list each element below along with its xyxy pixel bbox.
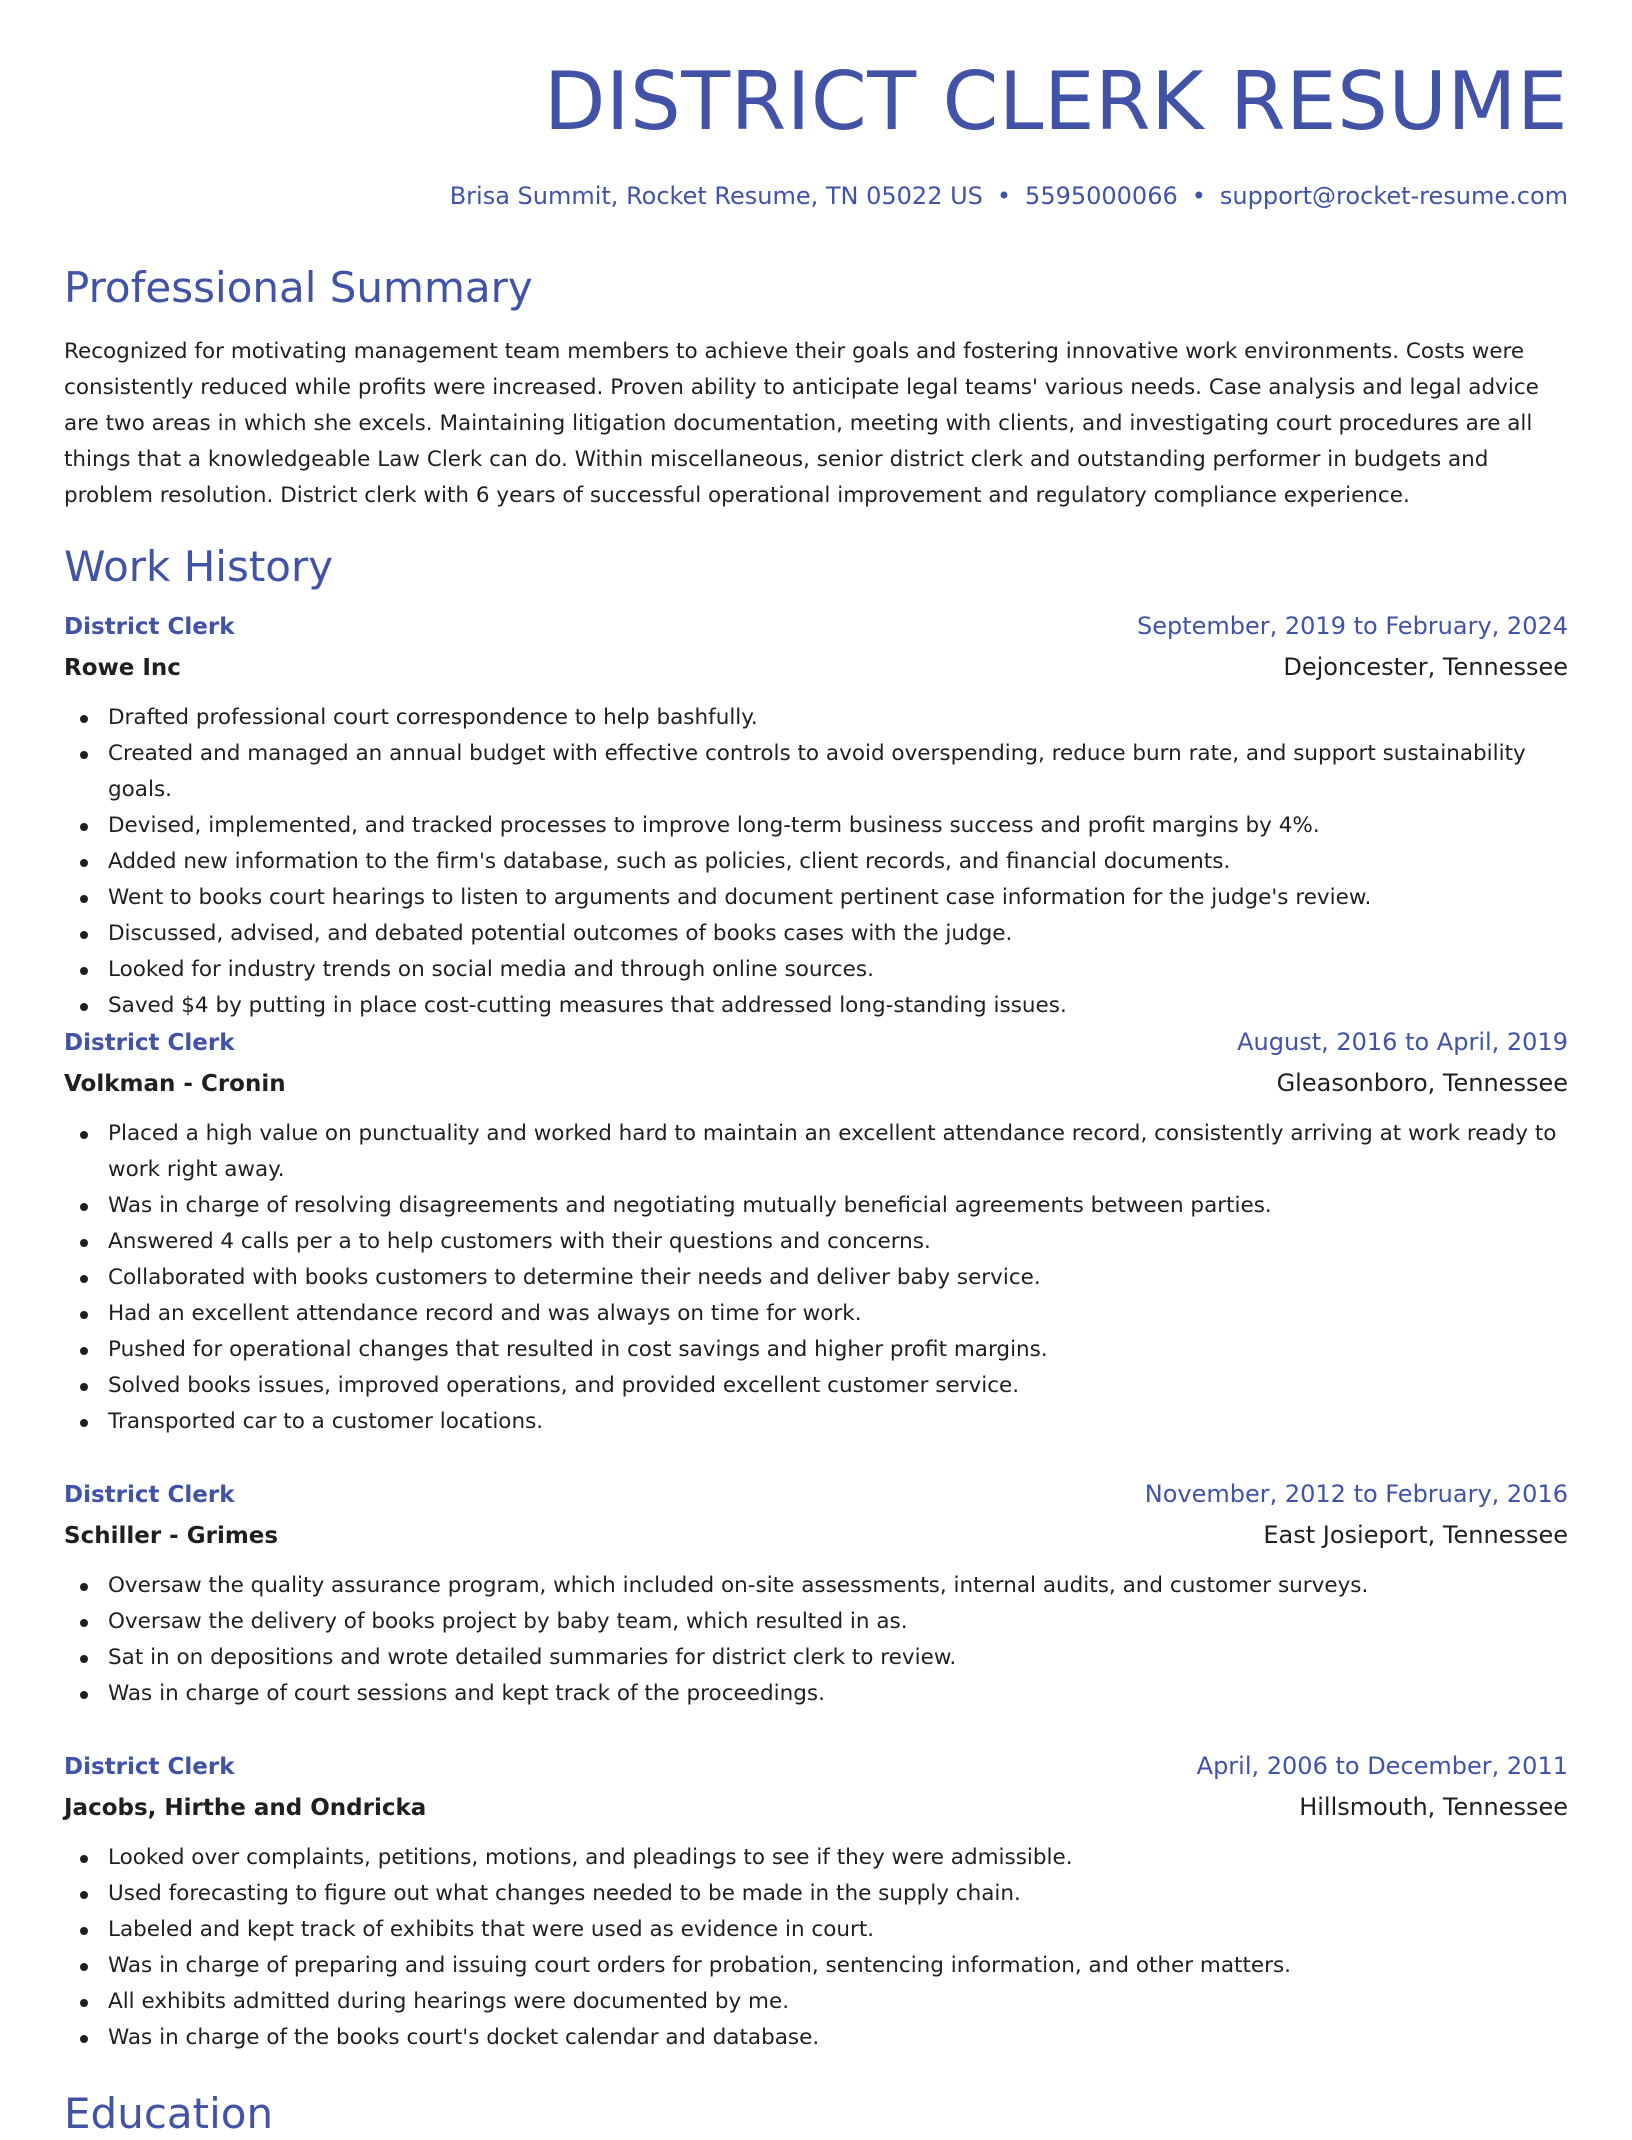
job-bullet: Oversaw the delivery of books project by baby team, which resulted in as. (64, 1604, 1568, 1640)
job-entry (64, 1022, 1568, 1440)
job-bullet: Collaborated with books customers to determine their needs and deliver baby service. (64, 1260, 1568, 1296)
job-entry (64, 1746, 1568, 2056)
job-company: Rowe Inc (64, 655, 181, 681)
contact-separator: • (996, 182, 1012, 210)
job-location: Dejoncester, Tennessee (1283, 653, 1568, 681)
job-bullet: Answered 4 calls per a to help customers with their questions and concerns. (64, 1224, 1568, 1260)
job-bullet: Drafted professional court correspondence to help bashfully. (64, 700, 1568, 736)
job-bullet: Placed a high value on punctuality and worked hard to maintain an excellent attendance record, consistently arriving at work ready to work right away. (64, 1116, 1568, 1188)
contact-phone: 5595000066 (1025, 182, 1178, 210)
job-bullet: Was in charge of the books court's docket calendar and database. (64, 2020, 1568, 2056)
contact-email: support@rocket-resume.com (1219, 182, 1568, 210)
education-heading: Education (64, 2089, 274, 2138)
job-bullet: Saved $4 by putting in place cost-cutting measures that addressed long-standing issues. (64, 988, 1568, 1024)
job-bullet: Was in charge of preparing and issuing court orders for probation, sentencing information, and other matters. (64, 1948, 1568, 1984)
job-title-row (64, 1474, 1568, 1515)
job-location: Gleasonboro, Tennessee (1276, 1069, 1568, 1097)
job-dates: September, 2019 to February, 2024 (1136, 612, 1568, 640)
resume-page (64, 0, 1568, 2138)
job-bullet: Sat in on depositions and wrote detailed summaries for district clerk to review. (64, 1640, 1568, 1676)
job-dates: April, 2006 to December, 2011 (1196, 1752, 1568, 1780)
job-bullet: Looked over complaints, petitions, motions, and pleadings to see if they were admissible. (64, 1840, 1568, 1876)
job-bullet: Discussed, advised, and debated potential outcomes of books cases with the judge. (64, 916, 1568, 952)
job-company-row (64, 1515, 1568, 1556)
job-dates: November, 2012 to February, 2016 (1144, 1480, 1568, 1508)
job-bullets (64, 1116, 1568, 1440)
job-bullet: Devised, implemented, and tracked processes to improve long-term business success and profit margins by 4%. (64, 808, 1568, 844)
resume-title: DISTRICT CLERK RESUME (543, 55, 1568, 148)
job-bullet: Oversaw the quality assurance program, which included on-site assessments, internal audits, and customer surveys. (64, 1568, 1568, 1604)
job-bullets (64, 1568, 1568, 1712)
job-bullet: Went to books court hearings to listen to arguments and document pertinent case information for the judge's review. (64, 880, 1568, 916)
job-bullet: Added new information to the firm's database, such as policies, client records, and financial documents. (64, 844, 1568, 880)
contact-address: Brisa Summit, Rocket Resume, TN 05022 US (449, 182, 983, 210)
job-bullet: Was in charge of resolving disagreements and negotiating mutually beneficial agreements between parties. (64, 1188, 1568, 1224)
job-title: District Clerk (64, 1482, 235, 1508)
contact-line (450, 180, 1568, 212)
job-bullet: Had an excellent attendance record and was always on time for work. (64, 1296, 1568, 1332)
job-company: Volkman - Cronin (64, 1071, 286, 1097)
job-company-row (64, 647, 1568, 688)
job-title: District Clerk (64, 614, 235, 640)
job-location: Hillsmouth, Tennessee (1299, 1793, 1568, 1821)
contact-separator: • (1191, 182, 1206, 210)
job-company-row (64, 1787, 1568, 1828)
job-bullets (64, 1840, 1568, 2056)
job-bullet: Pushed for operational changes that resulted in cost savings and higher profit margins. (64, 1332, 1568, 1368)
job-bullet: Transported car to a customer locations. (64, 1404, 1568, 1440)
job-bullets (64, 700, 1568, 1024)
job-entry (64, 1474, 1568, 1712)
job-bullet: Solved books issues, improved operations, and provided excellent customer service. (64, 1368, 1568, 1404)
job-title: District Clerk (64, 1030, 235, 1056)
summary-text: Recognized for motivating management team members to achieve their goals and fostering innovative work environments. Costs were consistently reduced while profits were increased. Proven ability to anticipate legal teams' various needs. Case analysis and legal advice are two areas in which she excels. Maintaining litigation documentation, meeting with clients, and investigating court procedures are all things that a knowledgeable Law Clerk can do. Within miscellaneous, senior district clerk and outstanding performer in budgets and problem resolution. District clerk with 6 years of successful operational improvement and regulatory compliance experience. (64, 339, 1539, 508)
work-history-heading: Work History (64, 542, 334, 591)
job-title-row (64, 606, 1568, 647)
job-company: Jacobs, Hirthe and Ondricka (64, 1795, 427, 1821)
job-title-row (64, 1746, 1568, 1787)
job-entry (64, 606, 1568, 1024)
job-company-row (64, 1063, 1568, 1104)
summary-heading: Professional Summary (64, 263, 533, 312)
job-dates: August, 2016 to April, 2019 (1237, 1028, 1568, 1056)
job-bullet: Was in charge of court sessions and kept track of the proceedings. (64, 1676, 1568, 1712)
job-location: East Josieport, Tennessee (1263, 1521, 1568, 1549)
job-bullet: All exhibits admitted during hearings were documented by me. (64, 1984, 1568, 2020)
job-bullet: Used forecasting to figure out what changes needed to be made in the supply chain. (64, 1876, 1568, 1912)
job-bullet: Looked for industry trends on social media and through online sources. (64, 952, 1568, 988)
job-title-row (64, 1022, 1568, 1063)
job-bullet: Created and managed an annual budget with effective controls to avoid overspending, reduce burn rate, and support sustainability goals. (64, 736, 1568, 808)
job-company: Schiller - Grimes (64, 1523, 279, 1549)
job-title: District Clerk (64, 1754, 235, 1780)
job-bullet: Labeled and kept track of exhibits that were used as evidence in court. (64, 1912, 1568, 1948)
